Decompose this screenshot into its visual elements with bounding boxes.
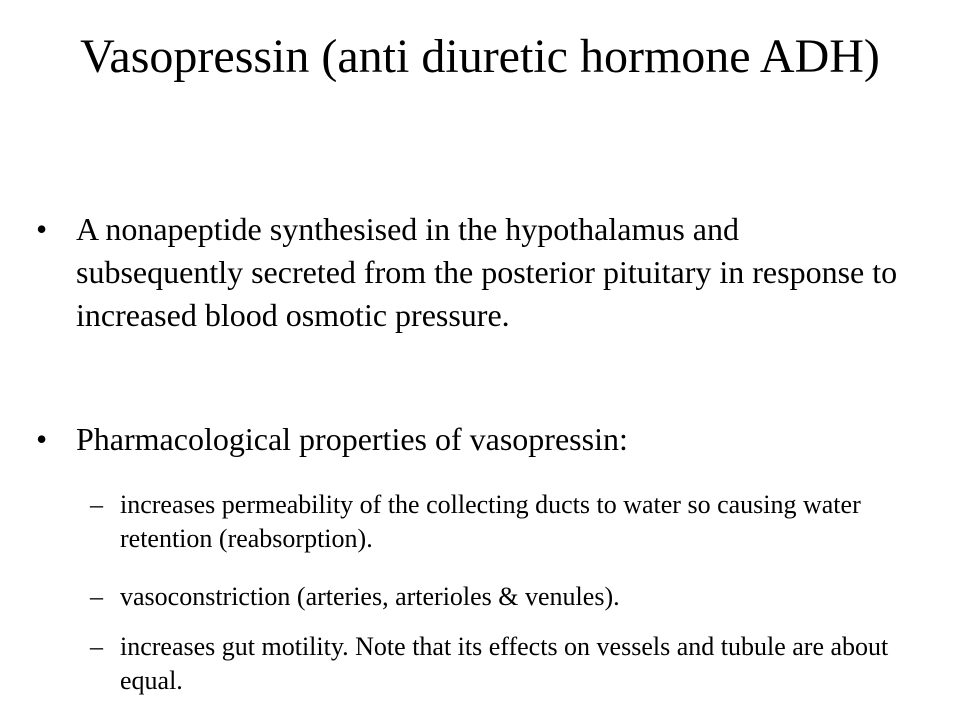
sub-bullet-glyph: – xyxy=(90,582,103,611)
bullet-glyph: • xyxy=(36,211,48,247)
sub-bullet-text: vasoconstriction (arteries, arterioles & venules). xyxy=(120,582,620,611)
bullet-text: A nonapeptide synthesised in the hypothalamus and subsequently secreted from the posterior pituitary in response to increased blood osmotic pressure. xyxy=(76,211,898,333)
slide-title: Vasopressin (anti diuretic hormone ADH) xyxy=(80,30,880,83)
sub-bullet-glyph: – xyxy=(90,490,103,519)
sub-bullet-text: increases permeability of the collecting ducts to water so causing water retention (reabsorption). xyxy=(120,490,861,553)
sub-bullet-glyph: – xyxy=(90,632,103,661)
sub-bullet-text: increases gut motility. Note that its effects on vessels and tubule are about equal. xyxy=(120,632,889,695)
bullet-text: Pharmacological properties of vasopressin: xyxy=(76,421,628,457)
bullet-glyph: • xyxy=(36,421,48,457)
